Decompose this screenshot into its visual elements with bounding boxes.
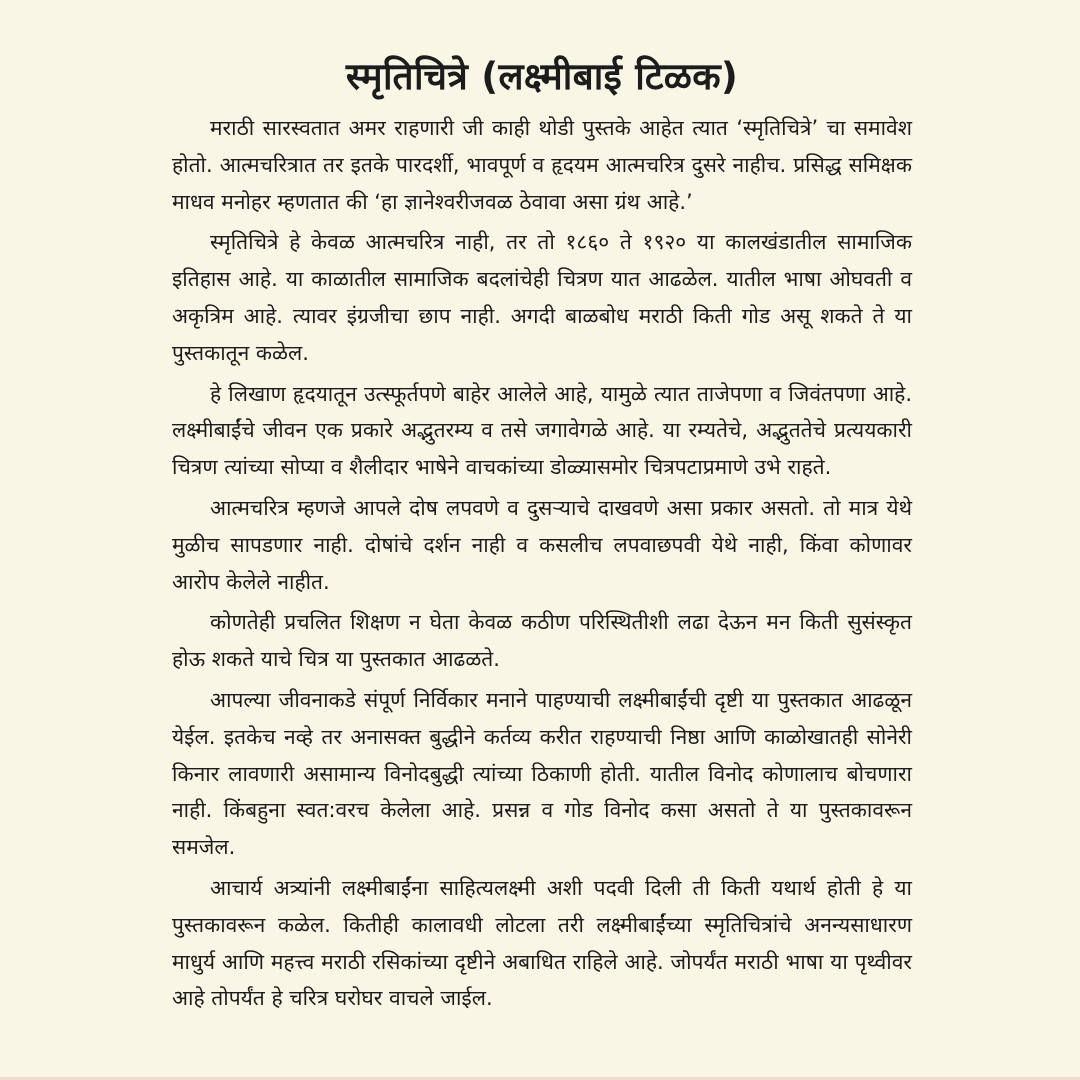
paragraph-social-history: स्मृतिचित्रे हे केवळ आत्मचरित्र नाही, तर तो १८६० ते १९२० या कालखंडातील सामाजिक इतिहास आहे. या काळातील सामाजिक बदलांचेही चित्रण यात आढळेल. यातील भाषा ओघवती व अकृत्रिम आहे. त्यावर इंग्रजीचा छाप नाही. अगदी बाळबोध मराठी किती गोड असू शकते ते या पुस्तकातून कळेल. xyxy=(172,230,912,365)
page-title: स्मृतिचित्रे (लक्ष्मीबाई टिळक) xyxy=(345,55,739,98)
paragraph-education: कोणतेही प्रचलित शिक्षण न घेता केवळ कठीण परिस्थितीशी लढा देऊन मन किती सुसंस्कृत होऊ शकते याचे चित्र या पुस्तकात आढळते. xyxy=(172,610,912,672)
paragraph-spontaneity: हे लिखाण हृदयातून उत्स्फूर्तपणे बाहेर आलेले आहे, यामुळे त्यात ताजेपणा व जिवंतपणा आहे. लक्ष्मीबाईंचे जीवन एक प्रकारे अद्भुतरम्य व तसे जगावेगळे आहे. या रम्यतेचे, अद्भुततेचे प्रत्ययकारी चित्रण त्यांच्या सोप्या व शैलीदार भाषेने वाचकांच्या डोळ्यासमोर चित्रपटाप्रमाणे उभे राहते. xyxy=(172,381,912,480)
paragraph-intro: मराठी सारस्वतात अमर राहणारी जी काही थोडी पुस्तके आहेत त्यात ‘स्मृतिचित्रे’ चा समावेश होतो. आत्मचरित्रात तर इतके पारदर्शी, भावपूर्ण व हृदयम आत्मचरित्र दुसरे नाहीच. प्रसिद्ध समिक्षक माधव मनोहर म्हणतात की ‘हा ज्ञानेश्वरीजवळ ठेवावा असा ग्रंथ आहे.’ xyxy=(172,116,912,214)
paragraph-legacy: आचार्य अत्र्यांनी लक्ष्मीबाईंना साहित्यलक्ष्मी अशी पदवी दिली ती किती यथार्थ होती हे या पुस्तकावरून कळेल. कितीही कालावधी लोटला तरी लक्ष्मीबाईंच्या स्मृतिचित्रांचे अनन्यसाधारण माधुर्य आणि महत्त्व मराठी रसिकांच्या दृष्टीने अबाधित राहिले आहे. जोपर्यंत मराठी भाषा या पृथ्वीवर आहे तोपर्यंत हे चरित्र घरोघर वाचले जाईल. xyxy=(172,875,912,1011)
paragraph-humour: आपल्या जीवनाकडे संपूर्ण निर्विकार मनाने पाहण्याची लक्ष्मीबाईंची दृष्टी या पुस्तकात आढळून येईल. इतकेच नव्हे तर अनासक्त बुद्धीने कर्तव्य करीत राहण्याची निष्ठा आणि काळोखातही सोनेरी किनार लावणारी असामान्य विनोदबुद्धी त्यांच्या ठिकाणी होती. यातील विनोद कोणालाच बोचणारा नाही. किंबहुना स्वत:वरच केलेला आहे. प्रसन्न व गोड विनोद कसा असतो ते या पुस्तकावरून समजेल. xyxy=(172,687,912,860)
paragraph-no-faults: आत्मचरित्र म्हणजे आपले दोष लपवणे व दुसऱ्याचे दाखवणे असा प्रकार असतो. तो मात्र येथे मुळीच सापडणार नाही. दोषांचे दर्शन नाही व कसलीच लपवाछपवी येथे नाही, किंवा कोणावर आरोप केलेले नाहीत. xyxy=(172,495,912,594)
